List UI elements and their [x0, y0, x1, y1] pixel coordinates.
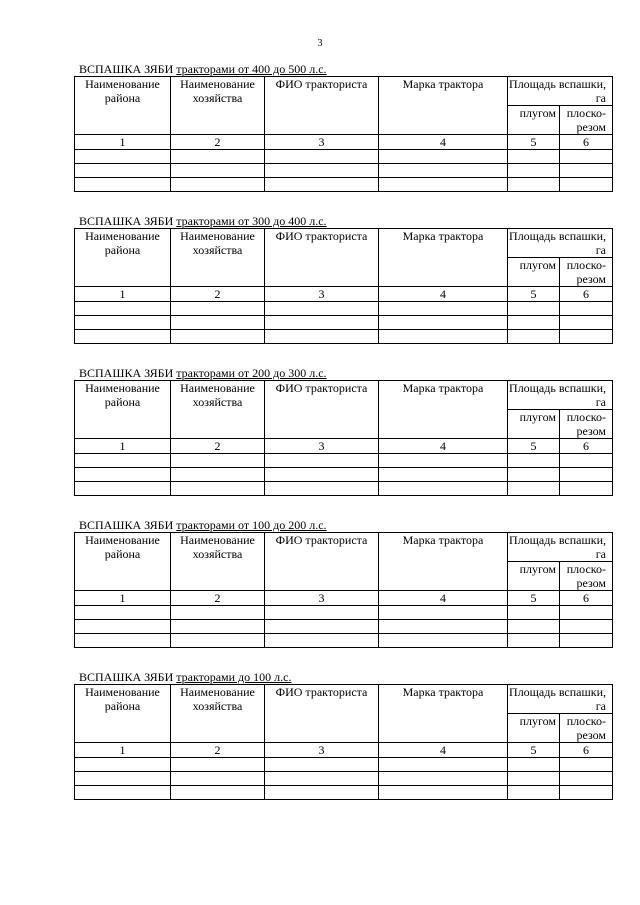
- header-plough: плугом: [508, 258, 560, 287]
- section-title: [79, 367, 612, 380]
- header-driver: ФИО тракториста: [265, 77, 379, 135]
- empty-cell[interactable]: [75, 330, 171, 344]
- column-number: 6: [560, 743, 613, 758]
- empty-cell[interactable]: [171, 454, 265, 468]
- empty-cell[interactable]: [75, 772, 171, 786]
- page-number: 3: [317, 38, 323, 49]
- column-number-row: [75, 743, 613, 758]
- empty-cell[interactable]: [379, 302, 508, 316]
- column-number: 6: [560, 287, 613, 302]
- plowing-section-4: [74, 519, 612, 648]
- empty-cell[interactable]: [508, 468, 560, 482]
- section-title-tractor-class: тракторами от 200 до 300 л.с.: [176, 366, 327, 380]
- empty-row: [75, 178, 613, 192]
- header-district: Наименование района: [75, 381, 171, 439]
- header-driver: ФИО тракториста: [265, 381, 379, 439]
- empty-cell[interactable]: [171, 620, 265, 634]
- header-farm: Наименование хозяйства: [171, 229, 265, 287]
- column-number: 5: [508, 439, 560, 454]
- empty-cell[interactable]: [171, 772, 265, 786]
- empty-cell[interactable]: [75, 454, 171, 468]
- empty-cell[interactable]: [379, 620, 508, 634]
- column-number: 4: [379, 439, 508, 454]
- header-driver: ФИО тракториста: [265, 229, 379, 287]
- empty-row: [75, 634, 613, 648]
- header-plowed-area: Площадь вспашки, га: [508, 533, 613, 562]
- column-number: 4: [379, 591, 508, 606]
- column-number: 6: [560, 439, 613, 454]
- column-number: 3: [265, 591, 379, 606]
- empty-cell[interactable]: [379, 316, 508, 330]
- empty-cell[interactable]: [171, 150, 265, 164]
- header-flat-cutter: плоско-резом: [560, 106, 613, 135]
- empty-cell[interactable]: [508, 454, 560, 468]
- header-plowed-area: Площадь вспашки, га: [508, 77, 613, 106]
- column-number: 2: [171, 135, 265, 150]
- empty-cell[interactable]: [265, 454, 379, 468]
- empty-cell[interactable]: [560, 482, 613, 496]
- section-title-main: ВСПАШКА ЗЯБИ: [79, 518, 177, 532]
- empty-cell[interactable]: [508, 634, 560, 648]
- empty-cell[interactable]: [171, 330, 265, 344]
- empty-cell[interactable]: [75, 786, 171, 800]
- empty-cell[interactable]: [265, 302, 379, 316]
- empty-cell[interactable]: [508, 620, 560, 634]
- empty-row: [75, 468, 613, 482]
- empty-cell[interactable]: [560, 150, 613, 164]
- section-title-main: ВСПАШКА ЗЯБИ: [79, 366, 177, 380]
- empty-cell[interactable]: [265, 606, 379, 620]
- empty-row: [75, 606, 613, 620]
- empty-row: [75, 620, 613, 634]
- column-number: 1: [75, 591, 171, 606]
- empty-cell[interactable]: [171, 316, 265, 330]
- header-district: Наименование района: [75, 229, 171, 287]
- empty-cell[interactable]: [508, 316, 560, 330]
- empty-cell[interactable]: [379, 786, 508, 800]
- plowing-table: [74, 228, 613, 344]
- empty-row: [75, 482, 613, 496]
- empty-cell[interactable]: [265, 772, 379, 786]
- column-number: 2: [171, 591, 265, 606]
- empty-cell[interactable]: [171, 468, 265, 482]
- plowing-table: [74, 532, 613, 648]
- column-number: 4: [379, 287, 508, 302]
- empty-cell[interactable]: [508, 772, 560, 786]
- column-number: 3: [265, 743, 379, 758]
- empty-cell[interactable]: [265, 786, 379, 800]
- column-number: 2: [171, 287, 265, 302]
- empty-cell[interactable]: [379, 634, 508, 648]
- header-row: [75, 77, 613, 106]
- column-number: 4: [379, 135, 508, 150]
- empty-cell[interactable]: [75, 620, 171, 634]
- column-number: 1: [75, 439, 171, 454]
- empty-row: [75, 330, 613, 344]
- plowing-section-2: [74, 215, 612, 344]
- header-row: [75, 685, 613, 714]
- column-number: 1: [75, 287, 171, 302]
- header-plough: плугом: [508, 410, 560, 439]
- section-title-main: ВСПАШКА ЗЯБИ: [79, 214, 177, 228]
- column-number: 5: [508, 287, 560, 302]
- header-farm: Наименование хозяйства: [171, 77, 265, 135]
- column-number-row: [75, 135, 613, 150]
- empty-cell[interactable]: [560, 634, 613, 648]
- section-title-tractor-class: тракторами от 400 до 500 л.с.: [176, 62, 327, 76]
- column-number: 4: [379, 743, 508, 758]
- empty-cell[interactable]: [560, 178, 613, 192]
- header-farm: Наименование хозяйства: [171, 533, 265, 591]
- header-plough: плугом: [508, 714, 560, 743]
- empty-cell[interactable]: [508, 150, 560, 164]
- empty-cell[interactable]: [171, 178, 265, 192]
- column-number-row: [75, 591, 613, 606]
- column-number: 5: [508, 743, 560, 758]
- empty-cell[interactable]: [75, 482, 171, 496]
- plowing-section-5: [74, 671, 612, 800]
- header-tractor-brand: Марка трактора: [379, 77, 508, 135]
- empty-cell[interactable]: [560, 758, 613, 772]
- empty-cell[interactable]: [171, 302, 265, 316]
- empty-cell[interactable]: [379, 164, 508, 178]
- header-plowed-area: Площадь вспашки, га: [508, 685, 613, 714]
- empty-cell[interactable]: [265, 482, 379, 496]
- empty-cell[interactable]: [560, 620, 613, 634]
- plowing-table: [74, 684, 613, 800]
- column-number: 5: [508, 591, 560, 606]
- empty-cell[interactable]: [171, 634, 265, 648]
- section-title: [79, 671, 612, 684]
- empty-cell[interactable]: [75, 634, 171, 648]
- column-number: 3: [265, 135, 379, 150]
- empty-cell[interactable]: [75, 606, 171, 620]
- empty-cell[interactable]: [265, 316, 379, 330]
- empty-cell[interactable]: [379, 606, 508, 620]
- empty-cell[interactable]: [75, 178, 171, 192]
- header-driver: ФИО тракториста: [265, 685, 379, 743]
- empty-cell[interactable]: [75, 758, 171, 772]
- empty-cell[interactable]: [560, 786, 613, 800]
- header-plough: плугом: [508, 562, 560, 591]
- empty-cell[interactable]: [265, 178, 379, 192]
- empty-cell[interactable]: [379, 454, 508, 468]
- empty-cell[interactable]: [379, 482, 508, 496]
- empty-cell[interactable]: [379, 468, 508, 482]
- header-farm: Наименование хозяйства: [171, 685, 265, 743]
- column-number: 1: [75, 743, 171, 758]
- empty-cell[interactable]: [171, 164, 265, 178]
- empty-cell[interactable]: [560, 468, 613, 482]
- plowing-table: [74, 76, 613, 192]
- empty-cell[interactable]: [508, 758, 560, 772]
- header-plough: плугом: [508, 106, 560, 135]
- header-flat-cutter: плоско-резом: [560, 410, 613, 439]
- empty-cell[interactable]: [379, 178, 508, 192]
- column-number-row: [75, 287, 613, 302]
- empty-cell[interactable]: [508, 302, 560, 316]
- empty-cell[interactable]: [508, 606, 560, 620]
- empty-cell[interactable]: [379, 150, 508, 164]
- section-title-tractor-class: тракторами от 300 до 400 л.с.: [176, 214, 327, 228]
- empty-cell[interactable]: [508, 786, 560, 800]
- section-title-main: ВСПАШКА ЗЯБИ: [79, 62, 177, 76]
- empty-cell[interactable]: [560, 772, 613, 786]
- header-tractor-brand: Марка трактора: [379, 381, 508, 439]
- empty-cell[interactable]: [560, 316, 613, 330]
- plowing-section-1: [74, 63, 612, 192]
- header-plowed-area: Площадь вспашки, га: [508, 229, 613, 258]
- empty-row: [75, 454, 613, 468]
- empty-cell[interactable]: [508, 164, 560, 178]
- header-driver: ФИО тракториста: [265, 533, 379, 591]
- column-number: 6: [560, 135, 613, 150]
- empty-cell[interactable]: [508, 330, 560, 344]
- header-flat-cutter: плоско-резом: [560, 562, 613, 591]
- header-row: [75, 533, 613, 562]
- section-title: [79, 63, 612, 76]
- empty-row: [75, 772, 613, 786]
- section-title-tractor-class: тракторами от 100 до 200 л.с.: [176, 518, 327, 532]
- section-title-tractor-class: тракторами до 100 л.с.: [176, 670, 292, 684]
- header-tractor-brand: Марка трактора: [379, 533, 508, 591]
- column-number: 1: [75, 135, 171, 150]
- empty-row: [75, 786, 613, 800]
- section-title: [79, 519, 612, 532]
- empty-cell[interactable]: [379, 758, 508, 772]
- empty-row: [75, 164, 613, 178]
- empty-row: [75, 302, 613, 316]
- header-district: Наименование района: [75, 77, 171, 135]
- empty-cell[interactable]: [75, 316, 171, 330]
- empty-cell[interactable]: [75, 468, 171, 482]
- empty-cell[interactable]: [508, 178, 560, 192]
- empty-row: [75, 758, 613, 772]
- column-number: 3: [265, 287, 379, 302]
- empty-cell[interactable]: [75, 150, 171, 164]
- header-flat-cutter: плоско-резом: [560, 258, 613, 287]
- empty-cell[interactable]: [265, 634, 379, 648]
- empty-cell[interactable]: [171, 606, 265, 620]
- empty-cell[interactable]: [560, 606, 613, 620]
- empty-cell[interactable]: [75, 302, 171, 316]
- empty-cell[interactable]: [265, 758, 379, 772]
- plowing-section-3: [74, 367, 612, 496]
- empty-cell[interactable]: [265, 164, 379, 178]
- column-number: 5: [508, 135, 560, 150]
- empty-row: [75, 150, 613, 164]
- empty-cell[interactable]: [265, 468, 379, 482]
- empty-cell[interactable]: [560, 302, 613, 316]
- empty-cell[interactable]: [171, 758, 265, 772]
- empty-cell[interactable]: [560, 164, 613, 178]
- empty-cell[interactable]: [508, 482, 560, 496]
- empty-cell[interactable]: [171, 482, 265, 496]
- plowing-table: [74, 380, 613, 496]
- header-farm: Наименование хозяйства: [171, 381, 265, 439]
- empty-cell[interactable]: [171, 786, 265, 800]
- empty-row: [75, 316, 613, 330]
- empty-cell[interactable]: [560, 454, 613, 468]
- header-plowed-area: Площадь вспашки, га: [508, 381, 613, 410]
- column-number: 6: [560, 591, 613, 606]
- header-district: Наименование района: [75, 533, 171, 591]
- header-tractor-brand: Марка трактора: [379, 229, 508, 287]
- column-number: 2: [171, 743, 265, 758]
- empty-cell[interactable]: [379, 772, 508, 786]
- empty-cell[interactable]: [265, 620, 379, 634]
- section-title-main: ВСПАШКА ЗЯБИ: [79, 670, 177, 684]
- column-number-row: [75, 439, 613, 454]
- empty-cell[interactable]: [265, 150, 379, 164]
- empty-cell[interactable]: [560, 330, 613, 344]
- header-row: [75, 381, 613, 410]
- empty-cell[interactable]: [75, 164, 171, 178]
- header-district: Наименование района: [75, 685, 171, 743]
- header-row: [75, 229, 613, 258]
- empty-cell[interactable]: [265, 330, 379, 344]
- header-tractor-brand: Марка трактора: [379, 685, 508, 743]
- column-number: 2: [171, 439, 265, 454]
- column-number: 3: [265, 439, 379, 454]
- section-title: [79, 215, 612, 228]
- header-flat-cutter: плоско-резом: [560, 714, 613, 743]
- empty-cell[interactable]: [379, 330, 508, 344]
